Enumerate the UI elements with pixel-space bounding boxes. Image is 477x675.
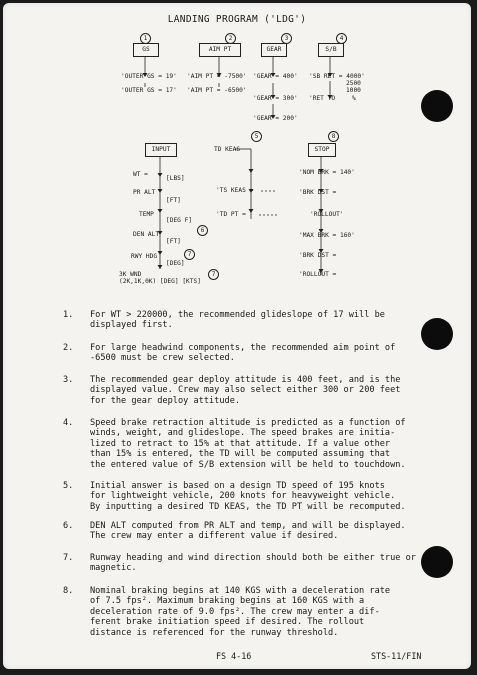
- input-temp-label: TEMP: [139, 211, 154, 218]
- note-3: [63, 375, 423, 406]
- note-line: DEN ALT computed from PR ALT and temp, and will be displayed.: [90, 521, 406, 531]
- gear-option-400: 'GEAR = 400': [253, 73, 298, 80]
- max-rollout-field: 'ROLLOUT =: [299, 271, 337, 278]
- gs-option-19: 'OUTER GS = 19': [121, 73, 177, 80]
- aim-pt-option-6500: 'AIM PT = -6500': [187, 87, 247, 94]
- note-line: for lightweight vehicle, 200 knots for heavyweight vehicle.: [90, 491, 396, 502]
- nom-brk-field: 'NOM BRK = 140': [299, 169, 355, 176]
- callout-3: 3: [281, 33, 292, 44]
- gs-option-17: 'OUTER GS = 17': [121, 87, 177, 94]
- binder-hole: [421, 90, 453, 122]
- stop-box: STOP: [308, 143, 336, 157]
- note-line: The recommended gear deploy attitude is 400 feet, and is the: [90, 375, 401, 385]
- gear-box: GEAR: [261, 43, 287, 57]
- callout-8: 8: [328, 131, 339, 142]
- document-id: STS-11/FIN: [371, 651, 422, 661]
- note-line: Nominal braking begins at 140 KGS with a deceleration rate: [90, 586, 391, 596]
- note-6: [63, 521, 423, 542]
- note-number: 3.: [63, 375, 74, 385]
- note-number: 1.: [63, 310, 74, 320]
- note-4: [63, 418, 423, 470]
- max-brk-dst-field: 'BRK DST =: [299, 252, 337, 259]
- note-line: By inputting a desired TD KEAS, the TD PT will be recomputed.: [90, 501, 406, 512]
- note-line: displayed first.: [90, 320, 173, 331]
- note-5: [63, 481, 423, 512]
- sb-ret-1000: 1000: [346, 87, 361, 94]
- binder-hole: [421, 318, 453, 350]
- input-wind-label: 3K WND: [119, 271, 142, 278]
- note-line: Speed brake retraction altitude is predicted as a function of: [90, 418, 406, 428]
- note-line: deceleration rate of 9.0 fps². The crew may enter a dif-: [90, 606, 380, 617]
- note-number: 5.: [63, 481, 74, 491]
- note-line: distance is referenced for the runway threshold.: [90, 627, 339, 638]
- note-number: 6.: [63, 521, 74, 531]
- binder-hole: [421, 546, 453, 578]
- input-wind-unit: (2K,1K,0K) [DEG] [KTS]: [119, 278, 201, 285]
- callout-4: 4: [336, 33, 347, 44]
- callout-1: 1: [140, 33, 151, 44]
- input-wt-unit: [LBS]: [166, 175, 185, 182]
- input-box: INPUT: [145, 143, 177, 157]
- input-wt-label: WT =: [133, 171, 148, 178]
- input-den-alt-unit: [FT]: [166, 238, 181, 245]
- note-line: For large headwind components, the recommended aim point of: [90, 343, 396, 353]
- callout-6: 6: [197, 225, 208, 236]
- note-line: lized to retract to 15% at that attitude. If a value other: [90, 438, 391, 449]
- note-line: the entered value of S/B extension will be held to touchdown.: [90, 459, 406, 470]
- checklist-card: [3, 3, 471, 669]
- note-line: than 15% is entered, the TD will be computed assuming that: [90, 449, 391, 460]
- page-number: FS 4-16: [216, 651, 252, 661]
- note-number: 8.: [63, 586, 74, 596]
- input-pr-alt-label: PR ALT: [133, 189, 156, 196]
- note-line: Initial answer is based on a design TD speed of 195 knots: [90, 481, 385, 491]
- note-2: [63, 343, 423, 364]
- note-8: [63, 586, 423, 638]
- note-line: of 7.5 fps². Maximum braking begins at 160 KGS with a: [90, 596, 365, 607]
- aim-pt-box: AIM PT: [199, 43, 241, 57]
- note-number: 7.: [63, 553, 74, 563]
- sb-ret-option: 'SB RET = 4000': [309, 73, 365, 80]
- input-rwy-hdg-label: RWY HDG: [131, 253, 158, 260]
- input-temp-unit: [DEG F]: [166, 217, 193, 224]
- td-pt-field: 'TD PT =: [216, 211, 246, 218]
- nom-brk-dst-field: 'BRK DST =: [299, 189, 337, 196]
- note-line: ferent brake initiation speed if desired. The rollout: [90, 617, 365, 628]
- sb-ret-2500: 2500: [346, 80, 361, 87]
- note-line: The crew may enter a different value if desired.: [90, 531, 339, 542]
- note-number: 4.: [63, 418, 74, 428]
- note-line: For WT > 220000, the recommended glideslope of 17 will be: [90, 310, 385, 320]
- gs-box: GS: [133, 43, 159, 57]
- td-keas-label: TD KEAS: [214, 146, 241, 153]
- callout-7-rwy: 7: [184, 249, 195, 260]
- aim-pt-option-7500: 'AIM PT = -7500': [187, 73, 247, 80]
- note-line: displayed value. Crew may also select either 300 or 200 feet: [90, 385, 401, 396]
- callout-7-wind: 7: [208, 269, 219, 280]
- sb-ret-to-field: 'RET TO: [309, 95, 336, 102]
- ts-keas-field: 'TS KEAS =: [216, 187, 254, 194]
- callout-2: 2: [225, 33, 236, 44]
- note-line: magnetic.: [90, 563, 137, 574]
- sb-ret-pct: %: [352, 95, 356, 102]
- note-line: winds, weight, and glideslope. The speed brakes are initia-: [90, 428, 396, 439]
- callout-5: 5: [251, 131, 262, 142]
- gear-option-200: 'GEAR = 200': [253, 115, 298, 122]
- note-line: -6500 must be crew selected.: [90, 353, 235, 364]
- gear-option-300: 'GEAR = 300': [253, 95, 298, 102]
- input-pr-alt-unit: [FT]: [166, 197, 181, 204]
- speedbrake-box: S/B: [318, 43, 344, 57]
- nom-rollout-field: 'ROLLOUT': [310, 211, 344, 218]
- input-den-alt-label: DEN ALT: [133, 231, 160, 238]
- max-brk-field: 'MAX BRK = 160': [299, 232, 355, 239]
- note-1: [63, 310, 423, 331]
- note-7: [63, 553, 423, 574]
- input-rwy-hdg-unit: [DEG]: [166, 260, 185, 267]
- note-line: for the gear deploy attitude.: [90, 395, 241, 406]
- page-title: LANDING PROGRAM ('LDG'): [167, 14, 307, 25]
- note-number: 2.: [63, 343, 74, 353]
- note-line: Runway heading and wind direction should both be either true or: [90, 553, 416, 563]
